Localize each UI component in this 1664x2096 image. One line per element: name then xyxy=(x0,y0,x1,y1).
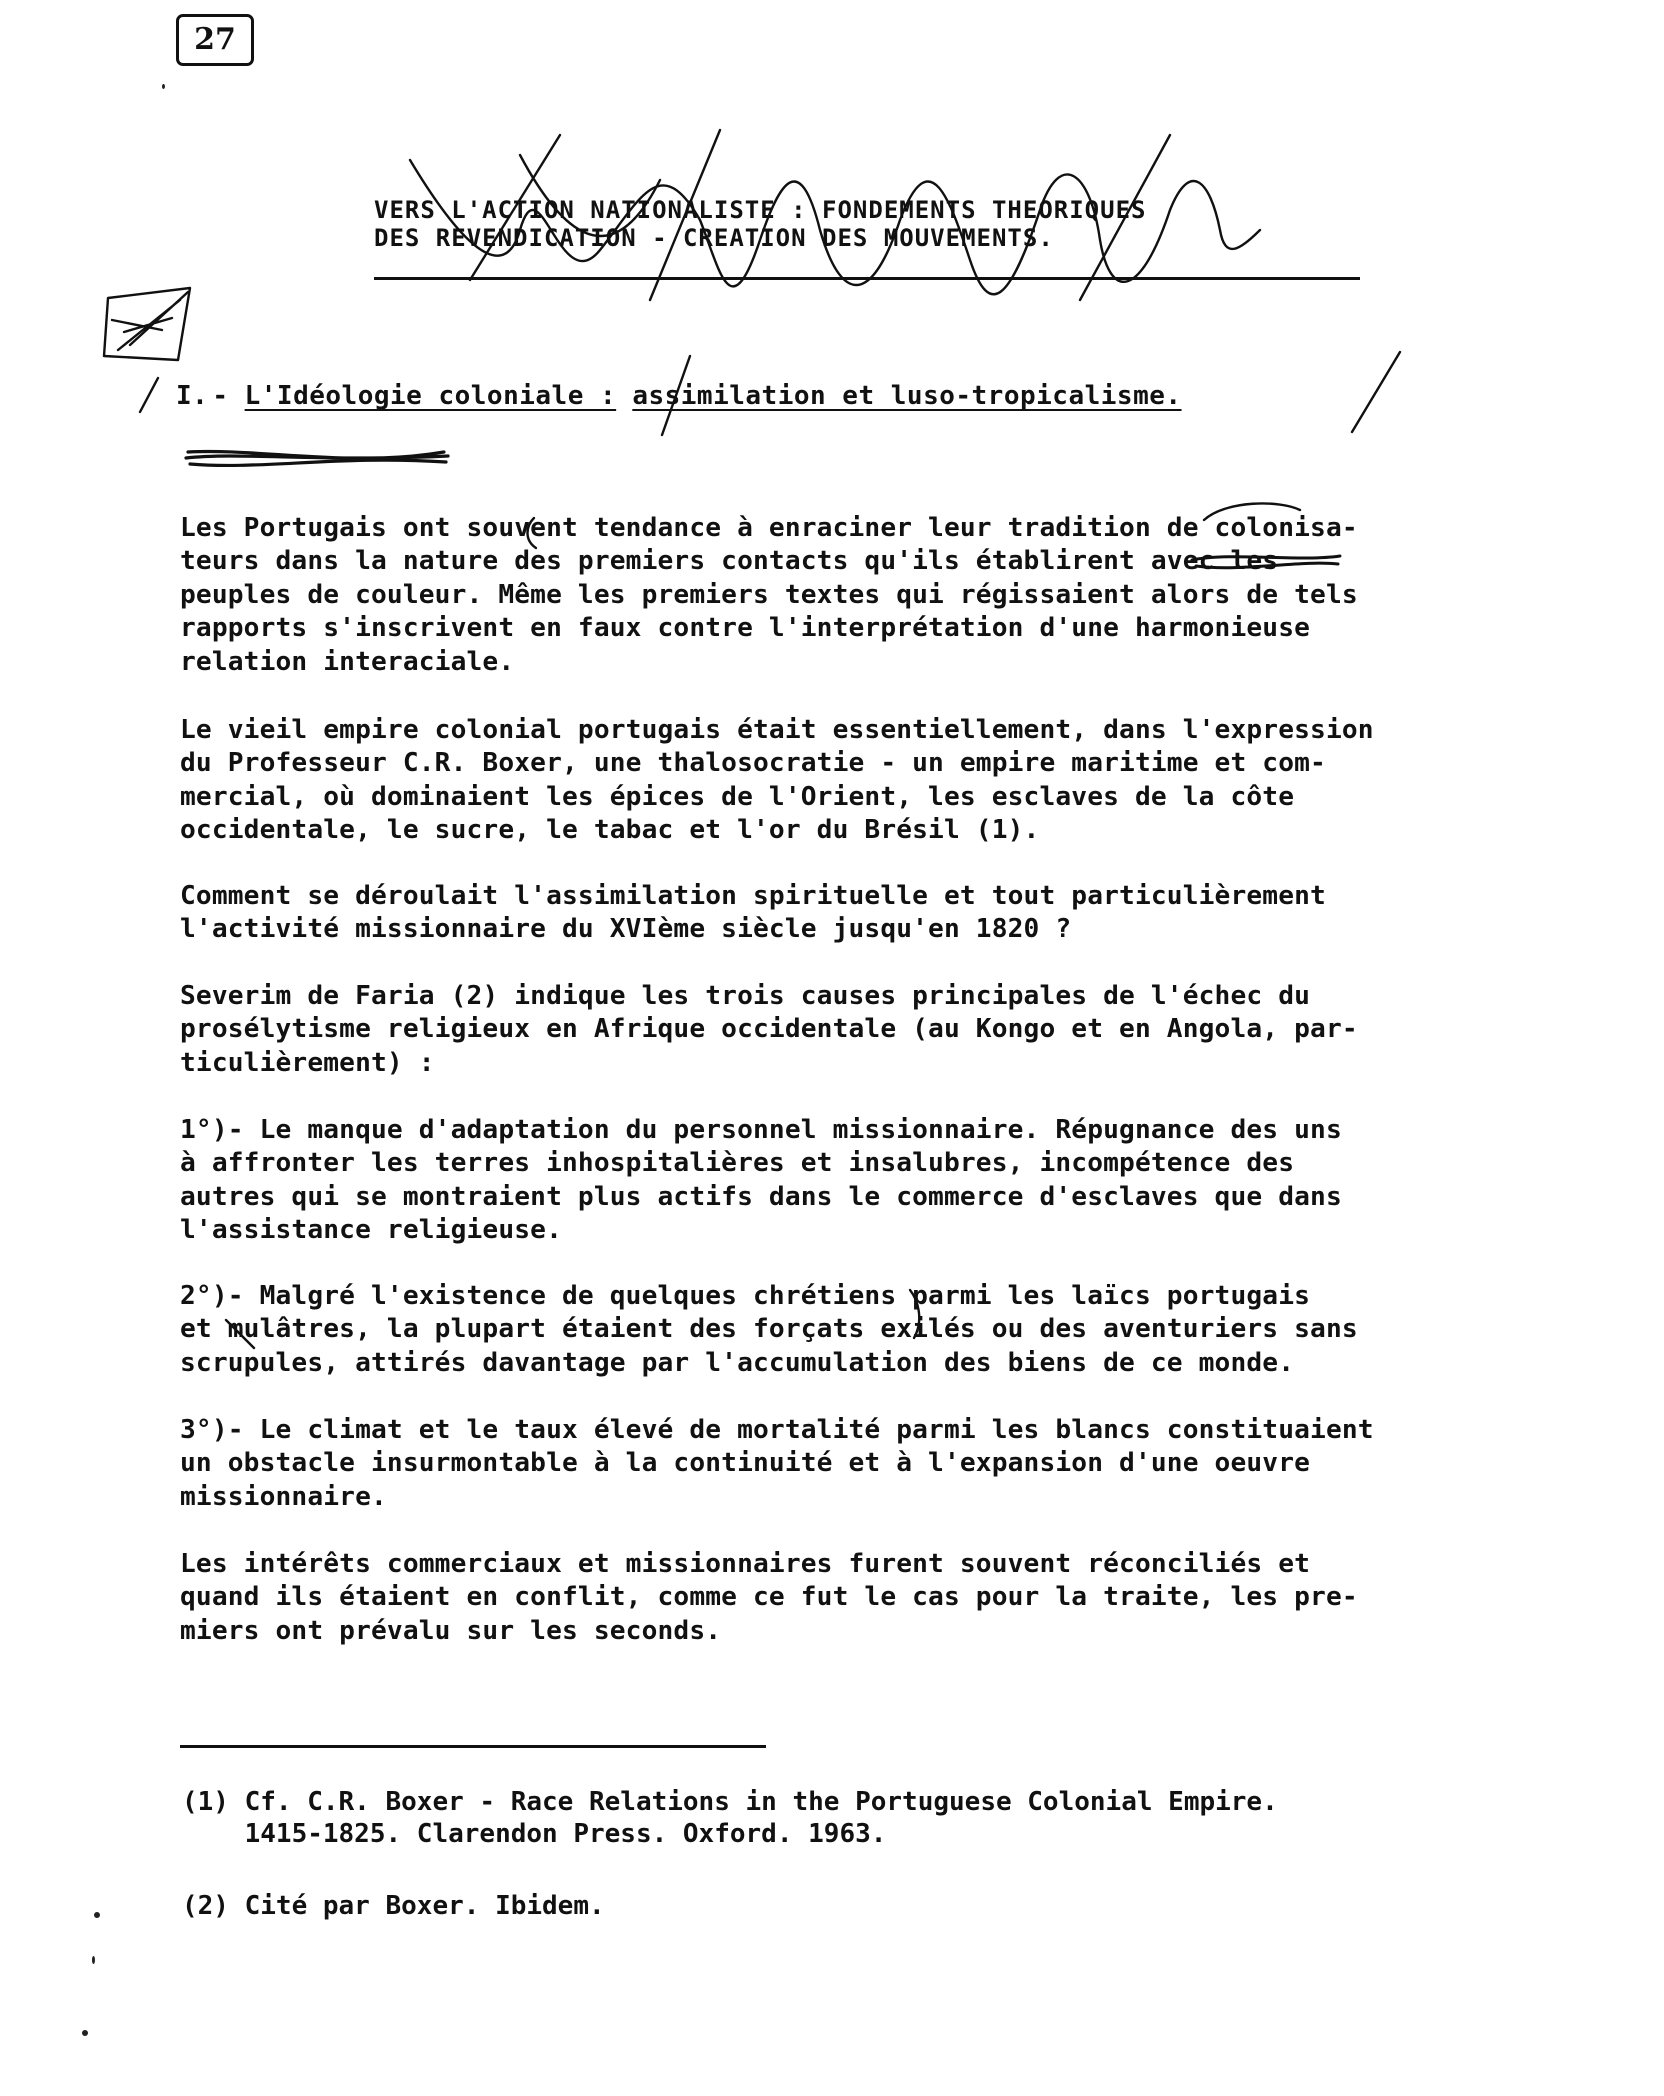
scribble-hatch xyxy=(112,292,188,350)
section-heading xyxy=(176,381,1182,411)
page-number: 27 xyxy=(176,14,254,66)
paragraph-6: 2°)- Malgré l'existence de quelques chrétiens parmi les laïcs portugais et mulâtres, la plupart étaient des forçats exilés ou des aventuriers sans scrupules, attirés davantage par l'accumulation des biens de ce monde. xyxy=(180,1281,1358,1378)
section-dash: - xyxy=(212,381,245,411)
document-title xyxy=(374,196,1364,252)
scribble-box xyxy=(104,288,190,360)
section-heading-part-2: assimilation et luso-tropicalisme. xyxy=(632,381,1182,411)
footnote-1: (1) Cf. C.R. Boxer - Race Relations in the Portuguese Colonial Empire. 1415-1825. Clarendon Press. Oxford. 1963. xyxy=(182,1787,1278,1849)
title-line-1: VERS L'ACTION NATIONALISTE : FONDEMENTS THEORIQUES xyxy=(374,196,1147,224)
paragraph-7: 3°)- Le climat et le taux élevé de mortalité parmi les blancs constituaient un obstacle insurmontable à la continuité et à l'expansion d'une oeuvre missionnaire. xyxy=(180,1415,1374,1512)
scan-speck xyxy=(82,2030,88,2036)
scan-speck xyxy=(162,84,165,89)
title-underline xyxy=(374,277,1360,280)
slash-mark xyxy=(1352,352,1400,432)
slash-mark xyxy=(140,378,158,412)
footnote-separator xyxy=(180,1745,766,1748)
footnote-2: (2) Cité par Boxer. Ibidem. xyxy=(182,1891,605,1921)
paragraph-5: 1°)- Le manque d'adaptation du personnel missionnaire. Répugnance des uns à affronter les terres inhospitalières et insalubres, incompétence des autres qui se montraient plus actifs dans le commerce d'esclaves que dans l'assistance religieuse. xyxy=(180,1115,1342,1246)
scan-speck xyxy=(92,1956,95,1964)
paragraph-1: Les Portugais ont souvent tendance à enraciner leur tradition de colonisa- teurs dans la nature des premiers contacts qu'ils établirent avec les peuples de couleur. Même les premiers textes qui régissaient alors de tels rapports s'inscrivent en faux contre l'interprétation d'une harmonieuse relation interaciale. xyxy=(180,513,1358,677)
section-number: I. xyxy=(176,381,209,411)
crossed-out-word xyxy=(186,451,448,465)
paragraph-4: Severim de Faria (2) indique les trois causes principales de l'échec du prosélytisme religieux en Afrique occidentale (au Kongo et en Angola, par- ticulièrement) : xyxy=(180,981,1358,1078)
title-line-2: DES REVENDICATION - CREATION DES MOUVEMENTS. xyxy=(374,224,1054,252)
scan-speck xyxy=(94,1912,100,1918)
section-heading-part-1: L'Idéologie coloniale : xyxy=(244,381,617,411)
paragraph-8: Les intérêts commerciaux et missionnaires furent souvent réconciliés et quand ils étaient en conflit, comme ce fut le cas pour la traite, les pre- miers ont prévalu sur les seconds. xyxy=(180,1549,1358,1646)
paragraph-3: Comment se déroulait l'assimilation spirituelle et tout particulièrement l'activité missionnaire du XVIème siècle jusqu'en 1820 ? xyxy=(180,881,1326,945)
paragraph-2: Le vieil empire colonial portugais était essentiellement, dans l'expression du Professeur C.R. Boxer, une thalosocratie - un empire maritime et com- mercial, où dominaient les épices de l'Orient, les esclaves de la côte occidentale, le sucre, le tabac et l'or du Brésil (1). xyxy=(180,715,1374,846)
